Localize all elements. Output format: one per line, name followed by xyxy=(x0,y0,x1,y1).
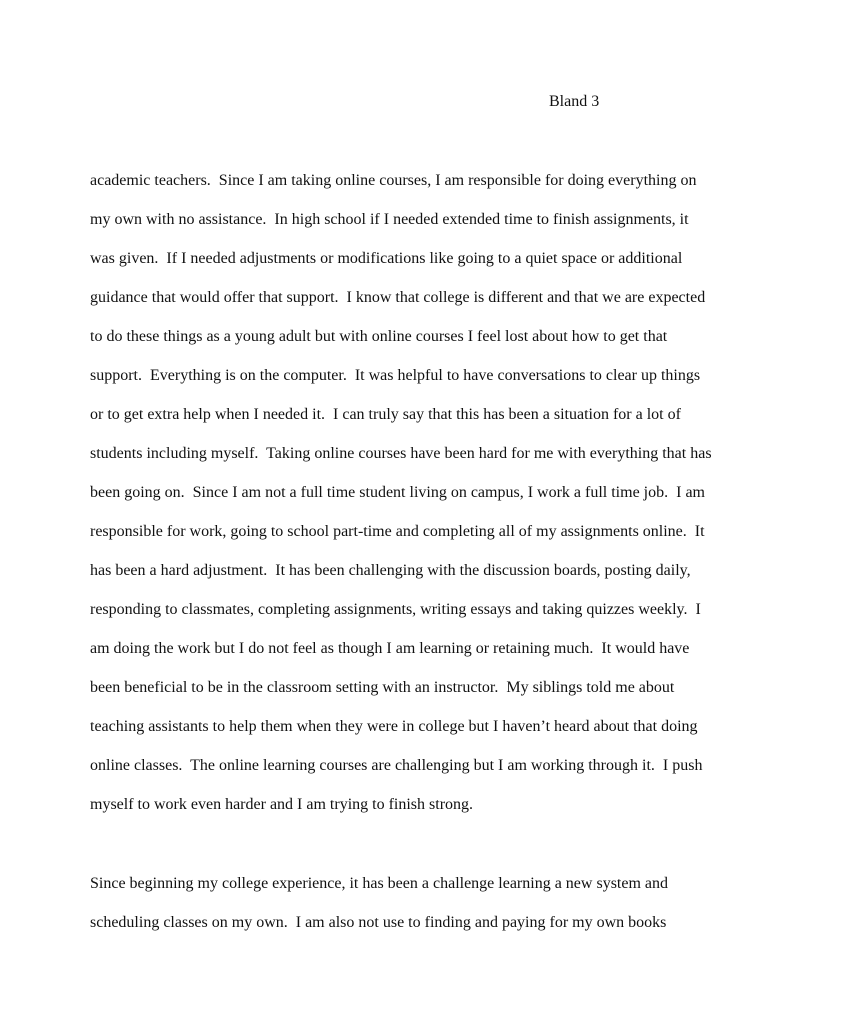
running-head: Bland 3 xyxy=(549,93,600,110)
paragraph-1-line-9: been going on. Since I am not a full time student living on campus, I work a full time job. I am xyxy=(90,484,705,501)
paragraph-1-line-10: responsible for work, going to school part-time and completing all of my assignments online. It xyxy=(90,523,705,540)
paragraph-1-line-7: or to get extra help when I needed it. I can truly say that this has been a situation for a lot of xyxy=(90,406,681,423)
paragraph-1-line-1: academic teachers. Since I am taking online courses, I am responsible for doing everything on xyxy=(90,172,697,189)
paragraph-2-line-2: scheduling classes on my own. I am also not use to finding and paying for my own books xyxy=(90,914,667,931)
paragraph-1-line-16: online classes. The online learning courses are challenging but I am working through it. I push xyxy=(90,757,703,774)
paragraph-1-line-14: been beneficial to be in the classroom setting with an instructor. My siblings told me about xyxy=(90,679,675,696)
paragraph-1-line-11: has been a hard adjustment. It has been challenging with the discussion boards, posting daily, xyxy=(90,562,691,579)
paragraph-1-line-4: guidance that would offer that support. I know that college is different and that we are expected xyxy=(90,289,706,306)
paragraph-1-line-3: was given. If I needed adjustments or modifications like going to a quiet space or additional xyxy=(90,250,683,267)
paragraph-1-line-8: students including myself. Taking online courses have been hard for me with everything that has xyxy=(90,445,712,462)
paragraph-2-line-1: Since beginning my college experience, it has been a challenge learning a new system and xyxy=(90,875,669,892)
paragraph-1-line-15: teaching assistants to help them when they were in college but I haven’t heard about that doing xyxy=(90,718,698,735)
paragraph-1-line-5: to do these things as a young adult but with online courses I feel lost about how to get that xyxy=(90,328,668,345)
paragraph-1-line-17: myself to work even harder and I am trying to finish strong. xyxy=(90,796,474,813)
paragraph-1-line-2: my own with no assistance. In high school if I needed extended time to finish assignments, it xyxy=(90,211,689,228)
paragraph-1-line-12: responding to classmates, completing assignments, writing essays and taking quizzes weekly. I xyxy=(90,601,701,618)
paragraph-1-line-6: support. Everything is on the computer. It was helpful to have conversations to clear up things xyxy=(90,367,701,384)
paragraph-1-line-13: am doing the work but I do not feel as though I am learning or retaining much. It would have xyxy=(90,640,690,657)
